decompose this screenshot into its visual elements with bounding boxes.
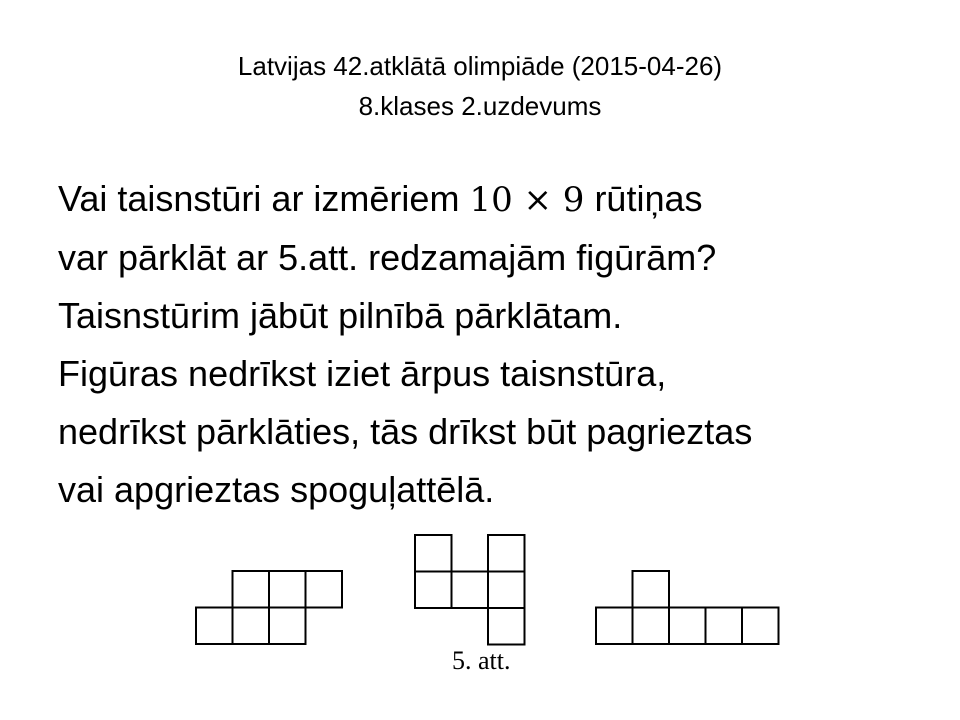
problem-line-4: Figūras nedrīkst iziet ārpus taisnstūra, [58, 353, 667, 394]
problem-line-2: var pārklāt ar 5.att. redzamajām figūrām? [58, 237, 717, 278]
figure-3-cell [742, 608, 779, 645]
figure-1 [196, 571, 342, 644]
problem-line-1-start: Vai taisnstūri ar izmēriem [58, 178, 470, 219]
rectangle-dimensions: 10 × 9 [469, 180, 585, 220]
figure-3 [596, 571, 779, 644]
figure-2-cell [488, 535, 525, 572]
figure-2-cell [488, 572, 525, 609]
figure-3-cell [596, 608, 633, 645]
title-line-olympiad: Latvijas 42.atklātā olimpiāde (2015-04-26) [237, 51, 723, 81]
figure-2-cell [415, 572, 452, 609]
figure-2-cell [452, 572, 489, 609]
slide-title [0, 46, 960, 126]
figure-1-cell [196, 608, 233, 645]
figure-caption: 5. att. [452, 646, 511, 675]
figure-2-cell [415, 535, 452, 572]
problem-line-5: nedrīkst pārklāties, tās drīkst būt pagrieztas [58, 411, 753, 452]
figure-1-cell [269, 571, 306, 608]
figure-2 [415, 535, 525, 645]
figure-2-cell [488, 608, 525, 645]
figure-1-cell [233, 608, 270, 645]
figure-3-cell [669, 608, 706, 645]
problem-line-1-end: rūtiņas [584, 178, 703, 219]
problem-line-1 [58, 170, 938, 229]
figure-1-cell [269, 608, 306, 645]
problem-line-6: vai apgrieztas spoguļattēlā. [58, 469, 495, 510]
figure-3-cell [633, 608, 670, 645]
problem-line-3: Taisnstūrim jābūt pilnībā pārklātam. [58, 295, 623, 336]
figure-3-cell [706, 608, 743, 645]
figure-1-cell [233, 571, 270, 608]
figure-3-cell [633, 571, 670, 608]
problem-text [58, 170, 938, 519]
title-line-task: 8.klases 2.uzdevums [358, 91, 602, 121]
figure-1-cell [306, 571, 343, 608]
